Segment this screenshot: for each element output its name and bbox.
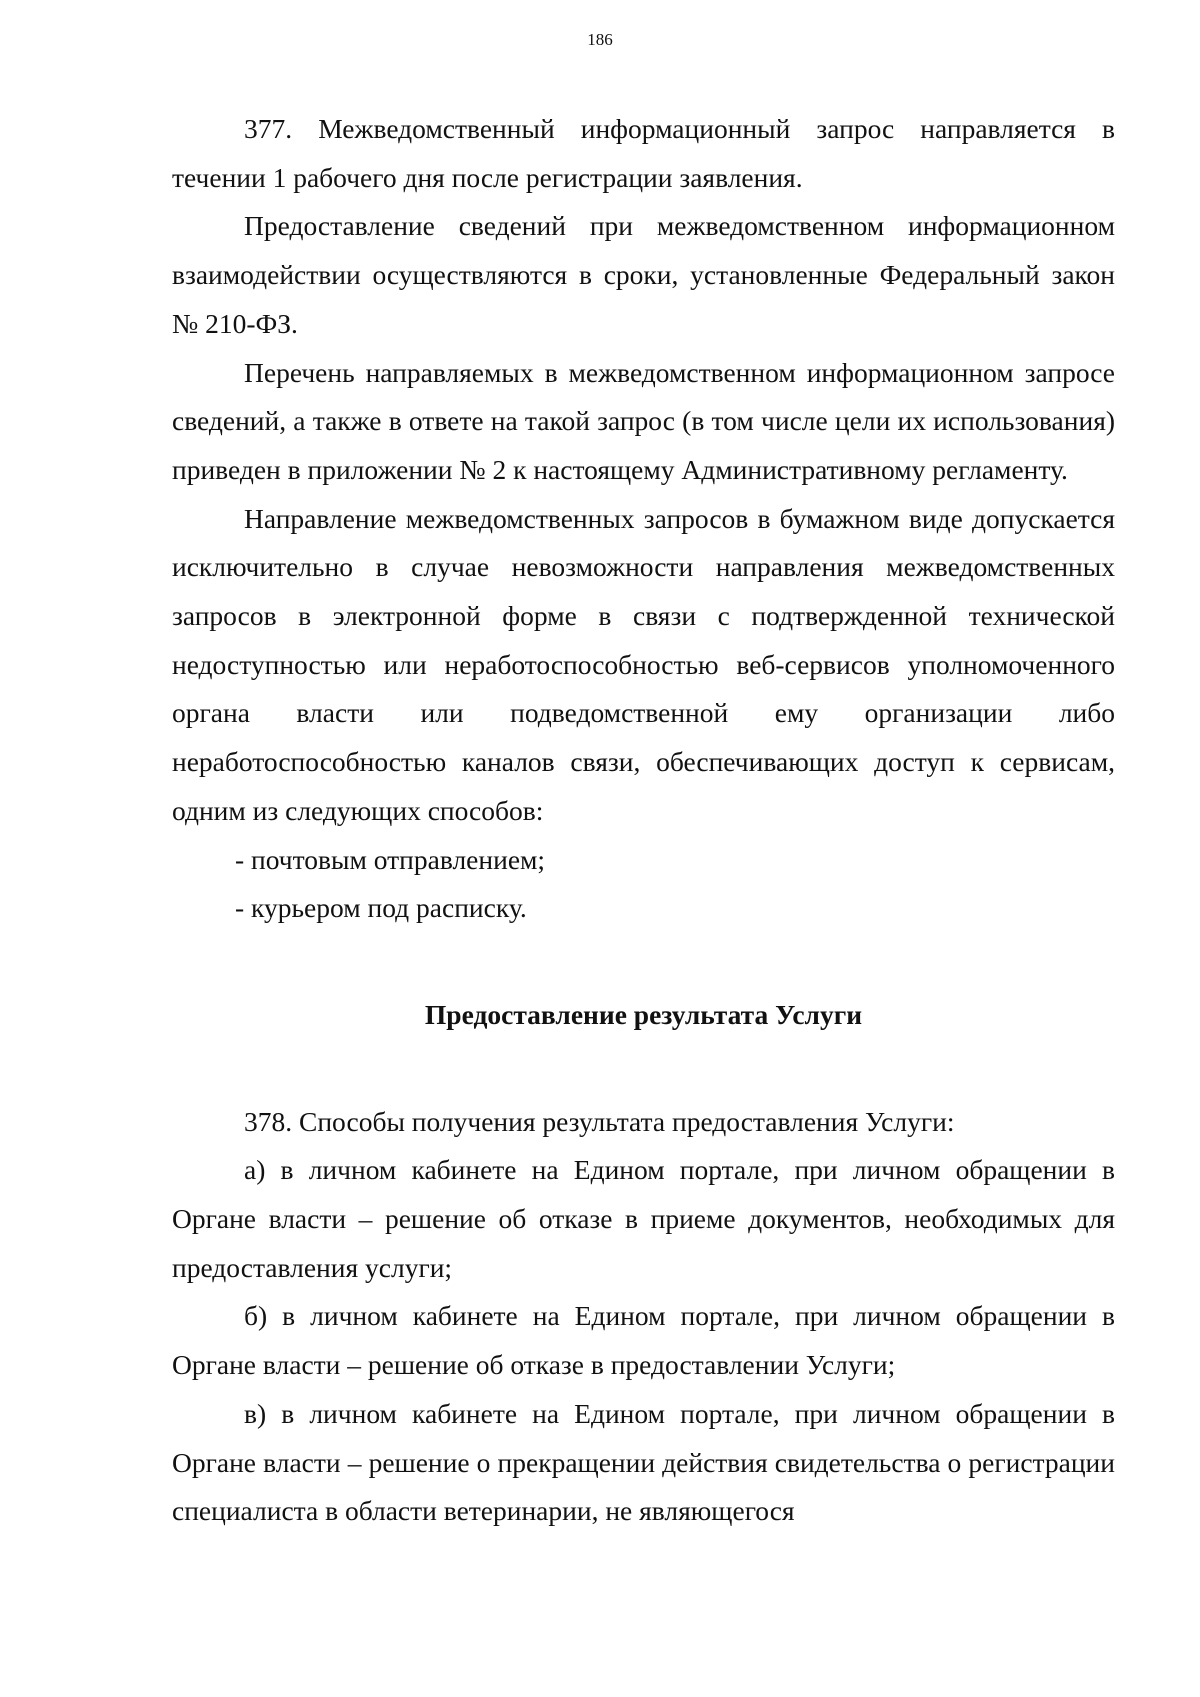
paragraph-378: 378. Способы получения результата предоставления Услуги: (244, 1105, 955, 1137)
list-item-post: - почтовым отправлением; (235, 843, 546, 875)
paragraph-item-a: а) в личном кабинете на Едином портале, при личном обращении в Органе власти – решение об отказе в приеме документов, необходимых для предоставления услуги; (172, 1154, 1115, 1283)
paragraph-item-b: б) в личном кабинете на Едином портале, при личном обращении в Органе власти – решение об отказе в предоставлении Услуги; (172, 1300, 1115, 1381)
paragraph-request-list: Перечень направляемых в межведомственном информационном запросе сведений, а также в ответе на такой запрос (в том числе цели их использования) приведен в приложении № 2 к настоящему Административному регламенту. (172, 356, 1115, 485)
paragraph-item-v: в) в личном кабинете на Едином портале, при личном обращении в Органе власти – решение о прекращении действия свидетельства о регистрации специалиста в области ветеринарии, не являющегося (172, 1397, 1115, 1527)
page-number: 186 (587, 30, 613, 49)
section-heading: Предоставление результата Услуги (424, 998, 863, 1030)
paragraph-paper-requests: Направление межведомственных запросов в бумажном виде допускается исключительно в случае невозможности направления межведомственных запросов в электронной форме в связи с подтвержденной технической недоступностью или неработоспособностью веб-сервисов уполномоченного органа власти или подведомственной ему организации либо неработоспособностью каналов связи, обеспечивающих доступ к сервисам, одним из следующих способов: (172, 502, 1115, 826)
list-item-courier: - курьером под расписку. (235, 892, 527, 924)
document-body (172, 105, 1115, 1536)
paragraph-information-terms: Предоставление сведений при межведомственном информационном взаимодействии осуществляются в сроки, установленные Федеральный закон № 210-ФЗ. (172, 210, 1115, 339)
paragraph-377: 377. Межведомственный информационный запрос направляется в течении 1 рабочего дня после регистрации заявления. (172, 113, 1115, 193)
